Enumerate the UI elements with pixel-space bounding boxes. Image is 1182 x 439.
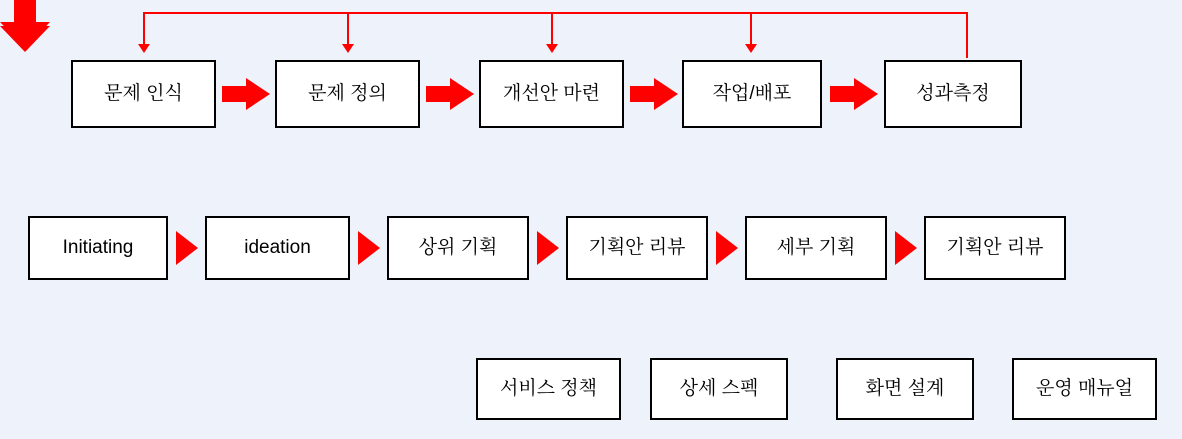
node-label: 서비스 정책	[499, 377, 598, 399]
arrow-row1-4	[830, 78, 878, 110]
node-label: Initiating	[62, 236, 134, 258]
feedback-branch-2-vertical	[347, 12, 349, 46]
node-label: 문제 인식	[104, 82, 183, 104]
feedback-branch-1-vertical	[143, 12, 145, 46]
arrow-row2-5	[895, 231, 917, 265]
node-screen-design[interactable]	[836, 358, 974, 420]
node-high-level-planning[interactable]	[387, 216, 529, 280]
arrow-row1-1	[222, 78, 270, 110]
arrow-row2-1	[176, 231, 198, 265]
node-label: 성과측정	[916, 82, 990, 104]
node-operation-manual[interactable]	[1012, 358, 1157, 420]
node-plan-review-2[interactable]	[924, 216, 1066, 280]
node-label: 기획안 리뷰	[946, 236, 1044, 258]
feedback-branch-3-vertical	[551, 12, 553, 46]
node-plan-review-1[interactable]	[566, 216, 708, 280]
feedback-branch-1-arrowhead	[138, 44, 150, 53]
node-label: 화면 설계	[865, 377, 945, 399]
node-problem-recognition[interactable]	[71, 60, 216, 128]
node-label: 개선안 마련	[502, 82, 601, 104]
node-service-policy[interactable]	[476, 358, 621, 420]
feedback-loop-horizontal	[144, 12, 968, 14]
feedback-branch-4-arrowhead	[745, 44, 757, 53]
arrow-row1-2	[426, 78, 474, 110]
feedback-source-vertical	[966, 12, 968, 58]
node-detailed-planning[interactable]	[745, 216, 887, 280]
arrow-row2-2	[358, 231, 380, 265]
node-label: 기획안 리뷰	[588, 236, 686, 258]
node-label: 운영 매뉴얼	[1035, 377, 1134, 399]
node-label: 상세 스펙	[679, 377, 759, 399]
arrow-row2-4	[716, 231, 738, 265]
node-ideation[interactable]	[205, 216, 350, 280]
feedback-branch-3-arrowhead	[546, 44, 558, 53]
arrow-row1-3	[630, 78, 678, 110]
node-work-deploy[interactable]	[682, 60, 822, 128]
node-performance-measurement[interactable]	[884, 60, 1022, 128]
feedback-branch-2-arrowhead	[342, 44, 354, 53]
node-improvement-plan[interactable]	[479, 60, 624, 128]
node-label: 작업/배포	[712, 82, 792, 104]
node-label: 상위 기획	[418, 236, 498, 258]
node-detailed-spec[interactable]	[650, 358, 788, 420]
node-label: 문제 정의	[308, 82, 387, 104]
feedback-branch-4-vertical	[750, 12, 752, 46]
arrow-row2-3	[537, 231, 559, 265]
arrow-down-to-deliverables	[0, 52, 50, 100]
node-label: 세부 기획	[776, 236, 856, 258]
node-initiating[interactable]	[28, 216, 168, 280]
node-label: ideation	[244, 236, 311, 258]
node-problem-definition[interactable]	[275, 60, 420, 128]
